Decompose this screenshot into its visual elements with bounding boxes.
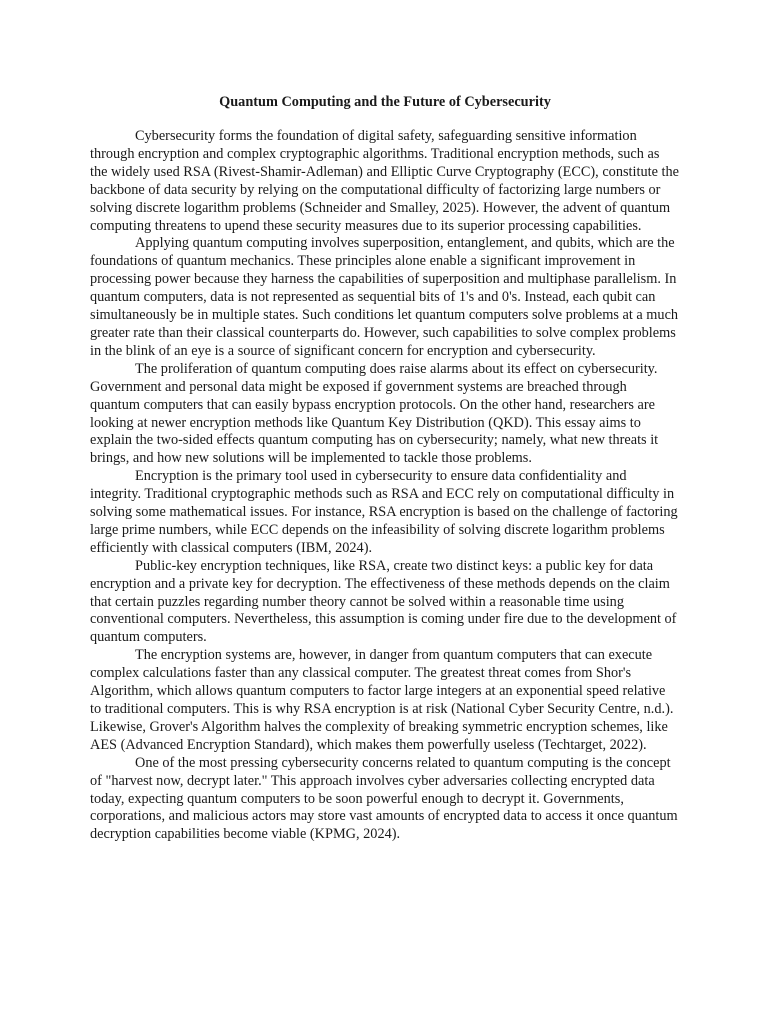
paragraph-1: Cybersecurity forms the foundation of digital safety, safeguarding sensitive information through encryption and complex cryptographic algorithms. Traditional encryption methods, such as the widely used RSA (Rivest-Shamir-Adleman) and Elliptic Curve Cryptography (ECC), constitute the backbone of data security by relying on the computational difficulty of factorizing large numbers or solving discrete logarithm problems (Schneider and Smalley, 2025). However, the advent of quantum computing threatens to upend these security measures due to its superior processing capabilities. — [90, 128, 679, 234]
paragraph-7: One of the most pressing cybersecurity concerns related to quantum computing is the concept of "harvest now, decrypt later." This approach involves cyber adversaries collecting encrypted data today, expecting quantum computers to be soon powerful enough to decrypt it. Governments, corporations, and malicious actors may store vast amounts of encrypted data to access it once quantum decryption capabilities become viable (KPMG, 2024). — [90, 754, 678, 843]
paragraph-6: The encryption systems are, however, in danger from quantum computers that can execute complex calculations faster than any classical computer. The greatest threat comes from Shor's Algorithm, which allows quantum computers to factor large integers at an exponential speed relative to traditional computers. This is why RSA encryption is at risk (National Cyber Security Centre, n.d.). Likewise, Grover's Algorithm halves the complexity of breaking symmetric encryption schemes, like AES (Advanced Encryption Standard), which makes them powerfully useless (Techtarget, 2022). — [90, 647, 674, 753]
document-title: Quantum Computing and the Future of Cybersecurity — [219, 94, 551, 110]
paragraph-4: Encryption is the primary tool used in cybersecurity to ensure data confidentiality and integrity. Traditional cryptographic methods such as RSA and ECC rely on computational difficulty in solving some mathematical issues. For instance, RSA encryption is based on the challenge of factoring large prime numbers, while ECC depends on the infeasibility of solving discrete logarithm problems efficiently with classical computers (IBM, 2024). — [90, 468, 678, 556]
paragraph-3: The proliferation of quantum computing does raise alarms about its effect on cybersecurity. Government and personal data might be exposed if government systems are breached through quantum computers that can easily bypass encryption protocols. On the other hand, researchers are looking at newer encryption methods like Quantum Key Distribution (QKD). This essay aims to explain the two-sided effects quantum computing has on cybersecurity; namely, what new threats it brings, and how new solutions will be implemented to tackle those problems. — [90, 360, 659, 467]
paragraph-2: Applying quantum computing involves superposition, entanglement, and qubits, which are the foundations of quantum mechanics. These principles alone enable a significant improvement in processing power because they harness the capabilities of superposition and multiphase parallelism. In quantum computers, data is not represented as sequential bits of 1's and 0's. Instead, each qubit can simultaneously be in multiple states. Such conditions let quantum computers solve problems at a much greater rate than their classical counterparts do. However, such capabilities to solve complex problems in the blink of an eye is a source of significant concern for encryption and cybersecurity. — [90, 235, 679, 359]
paragraph-5: Public-key encryption techniques, like RSA, create two distinct keys: a public key for data encryption and a private key for decryption. The effectiveness of these methods depends on the claim that certain puzzles regarding number theory cannot be solved within a reasonable time using conventional computers. Nevertheless, this assumption is coming under fire due to the development of quantum computers. — [90, 557, 677, 646]
